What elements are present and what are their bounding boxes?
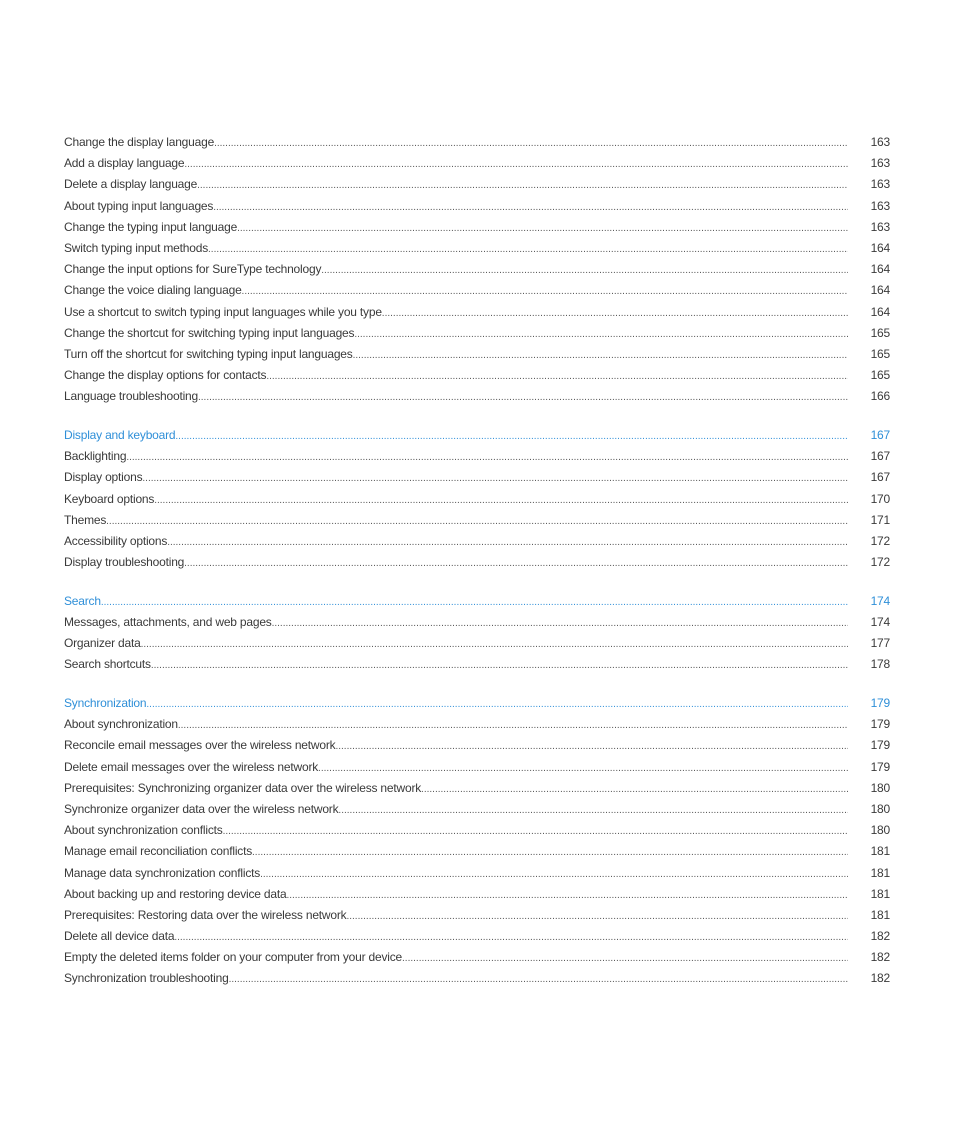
page-number: 164 [870,240,890,255]
section-title: Search [64,593,101,608]
dot-leader [252,842,848,863]
entry-title: About backing up and restoring device data [64,886,287,901]
page-number: 174 [870,593,890,608]
page-number: 165 [870,346,890,361]
page-number: 163 [870,156,890,171]
dot-leader [184,553,848,574]
page-number: 181 [870,844,890,859]
dot-leader [142,468,848,489]
toc-section [64,693,890,990]
dot-leader [126,447,848,468]
toc-entry[interactable] [64,365,890,386]
dot-leader [266,366,848,387]
page-number: 182 [870,950,890,965]
page-number: 181 [870,907,890,922]
toc-entry[interactable] [64,280,890,301]
toc-section [64,425,890,573]
toc-entry[interactable] [64,302,890,323]
dot-leader [237,218,848,239]
entry-title: Change the display options for contacts [64,368,267,383]
entry-title: Prerequisites: Synchronizing organizer data over the wireless network [64,780,422,795]
dot-leader [382,303,848,324]
toc-entry[interactable] [64,238,890,259]
dot-leader [208,239,848,260]
toc-entry[interactable] [64,778,890,799]
dot-leader [167,532,848,553]
entry-title: Reconcile email messages over the wireless network [64,738,336,753]
entry-title: Use a shortcut to switch typing input languages while you type [64,304,382,319]
dot-leader [353,345,848,366]
dot-leader [178,715,848,736]
page-number: 179 [870,717,890,732]
toc-section-heading[interactable] [64,693,890,714]
toc-section [64,591,890,676]
dot-leader [272,613,848,634]
dot-leader [338,800,848,821]
toc-entry[interactable] [64,905,890,926]
entry-title: Accessibility options [64,533,168,548]
section-title: Display and keyboard [64,427,176,442]
page-number: 164 [870,262,890,277]
page-number: 163 [870,198,890,213]
page-number: 167 [870,449,890,464]
dot-leader [229,969,848,990]
entry-title: About synchronization conflicts [64,823,223,838]
dot-leader [154,490,848,511]
entry-title: About synchronization [64,717,178,732]
toc-entry[interactable] [64,217,890,238]
toc-entry[interactable] [64,612,890,633]
page-number: 172 [870,533,890,548]
dot-leader [184,154,848,175]
dot-leader [214,133,848,154]
page-number: 167 [870,427,890,442]
entry-title: Manage data synchronization conflicts [64,865,261,880]
toc-entry[interactable] [64,552,890,573]
entry-title: Empty the deleted items folder on your computer from your device [64,950,403,965]
page-number: 181 [870,886,890,901]
dot-leader [321,260,848,281]
dot-leader [354,324,848,345]
page-number: 166 [870,389,890,404]
toc-entry[interactable] [64,884,890,905]
page-number: 172 [870,555,890,570]
page-number: 171 [870,512,890,527]
entry-title: Change the display language [64,135,215,149]
page-number: 178 [870,657,890,672]
entry-title: Change the input options for SureType technology [64,262,322,277]
toc-entry[interactable] [64,153,890,174]
toc-entry[interactable] [64,196,890,217]
toc-section-heading[interactable] [64,425,890,446]
dot-leader [260,864,848,885]
toc-entry[interactable] [64,926,890,947]
dot-leader [242,281,848,302]
page-number: 174 [870,614,890,629]
page-number: 180 [870,801,890,816]
entry-title: Organizer data [64,636,141,651]
toc-entry[interactable] [64,259,890,280]
page-number: 179 [870,696,890,710]
entry-title: Delete email messages over the wireless network [64,759,319,774]
page-number: 180 [870,780,890,795]
toc-entry[interactable] [64,633,890,654]
toc-entry[interactable] [64,654,890,675]
toc-entry[interactable] [64,531,890,552]
entry-title: Delete all device data [64,929,175,944]
toc-entry[interactable] [64,446,890,467]
entry-title: Switch typing input methods [64,240,209,255]
entry-title: Turn off the shortcut for switching typing input languages [64,346,353,361]
dot-leader [198,387,848,408]
toc-entry[interactable] [64,968,890,989]
toc-entry[interactable] [64,344,890,365]
dot-leader [141,634,848,655]
toc-entry[interactable] [64,714,890,735]
page-number: 182 [870,929,890,944]
toc-entry[interactable] [64,863,890,884]
page-number: 167 [870,470,890,485]
entry-title: Change the shortcut for switching typing input languages [64,325,355,340]
toc-entry[interactable] [64,489,890,510]
dot-leader [175,426,848,447]
toc-entry[interactable] [64,174,890,195]
entry-title: Prerequisites: Restoring data over the wireless network [64,907,347,922]
table-of-contents [64,132,890,1007]
entry-title: Keyboard options [64,491,155,506]
toc-section [64,132,890,407]
dot-leader [318,758,848,779]
page-number: 164 [870,304,890,319]
dot-leader [174,927,848,948]
toc-entry[interactable] [64,820,890,841]
toc-entry[interactable] [64,132,890,153]
toc-entry[interactable] [64,323,890,344]
toc-entry[interactable] [64,735,890,756]
page-number: 179 [870,738,890,753]
page-number: 170 [870,491,890,506]
entry-title: Change the typing input language [64,219,238,234]
entry-title: Synchronization troubleshooting [64,971,229,986]
toc-entry[interactable] [64,386,890,407]
entry-title: Display options [64,470,143,485]
dot-leader [402,948,848,969]
entry-title: Synchronize organizer data over the wireless network [64,801,339,816]
page-number: 182 [870,971,890,986]
page-number: 165 [870,325,890,340]
page-number: 179 [870,759,890,774]
page-number: 163 [870,219,890,234]
dot-leader [223,821,848,842]
page-number: 164 [870,283,890,298]
toc-entry[interactable] [64,799,890,820]
entry-title: Change the voice dialing language [64,283,242,298]
page-number: 165 [870,368,890,383]
page-number: 163 [870,177,890,192]
dot-leader [146,694,848,715]
dot-leader [335,736,848,757]
dot-leader [106,511,848,532]
entry-title: Display troubleshooting [64,555,185,570]
toc-entry[interactable] [64,947,890,968]
section-title: Synchronization [64,696,147,710]
page-number: 177 [870,636,890,651]
dot-leader [151,655,848,676]
toc-entry[interactable] [64,510,890,531]
entry-title: About typing input languages [64,198,214,213]
entry-title: Themes [64,512,107,527]
entry-title: Delete a display language [64,177,198,192]
dot-leader [197,175,848,196]
entry-title: Manage email reconciliation conflicts [64,844,253,859]
entry-title: Messages, attachments, and web pages [64,614,272,629]
toc-entry[interactable] [64,757,890,778]
dot-leader [286,885,848,906]
entry-title: Add a display language [64,156,185,171]
dot-leader [213,197,848,218]
entry-title: Language troubleshooting [64,389,198,404]
dot-leader [346,906,848,927]
entry-title: Search shortcuts [64,657,151,672]
toc-entry[interactable] [64,841,890,862]
dot-leader [101,592,848,613]
page-number: 163 [870,135,890,149]
page-number: 180 [870,823,890,838]
toc-section-heading[interactable] [64,591,890,612]
entry-title: Backlighting [64,449,127,464]
page-number: 181 [870,865,890,880]
toc-entry[interactable] [64,467,890,488]
dot-leader [421,779,848,800]
